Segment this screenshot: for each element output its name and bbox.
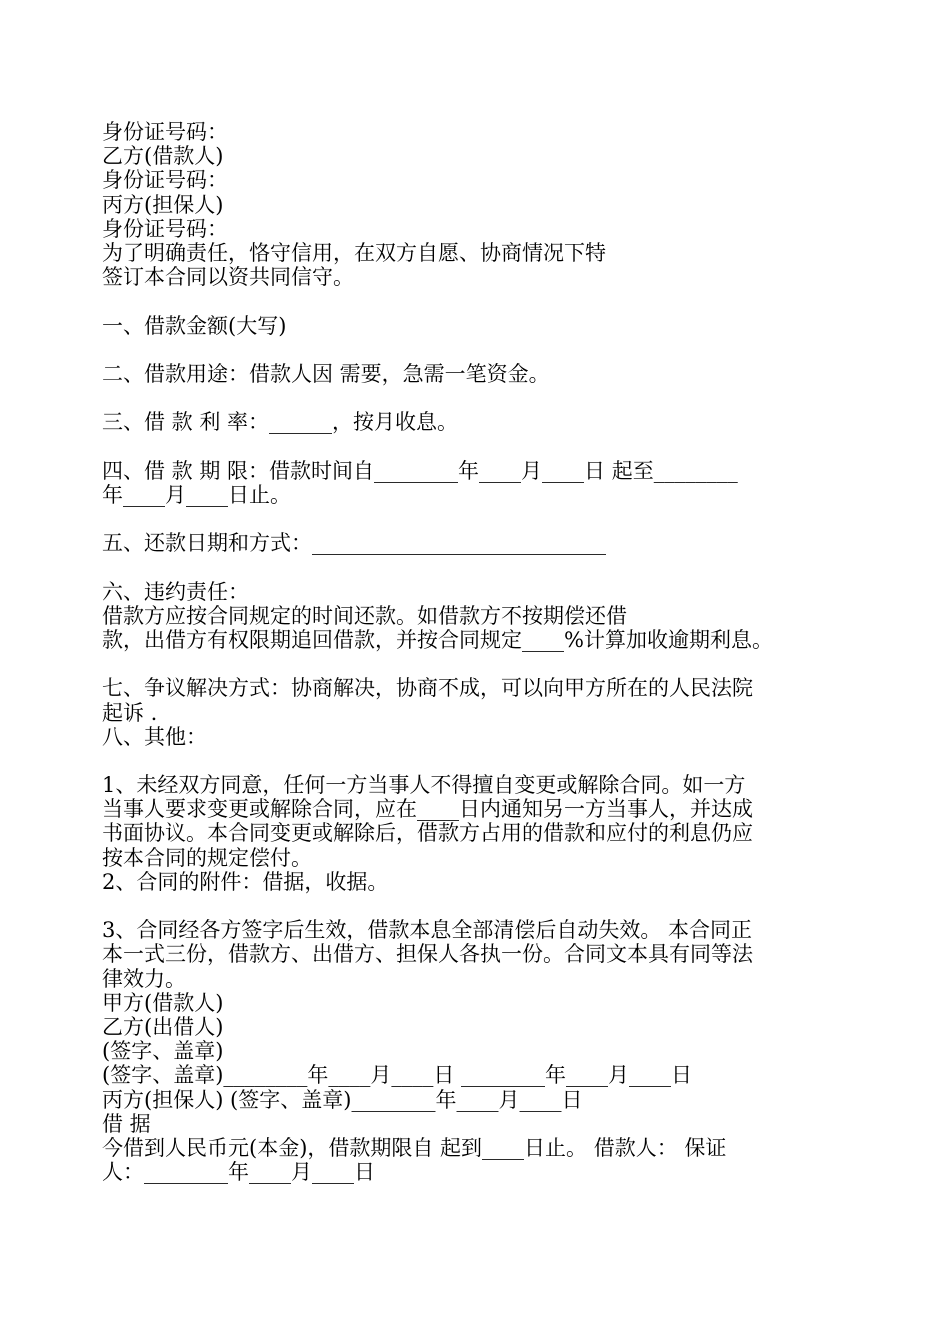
preamble-line: 签订本合同以资共同信守。 <box>102 265 354 290</box>
preamble-line: 为了明确责任，恪守信用，在双方自愿、协商情况下特 <box>102 240 606 265</box>
blank-line <box>102 434 852 458</box>
clause-loan-purpose: 二、借款用途：借款人因 需要，急需一笔资金。 <box>102 361 550 386</box>
contract-document <box>102 120 852 1184</box>
clause-repayment: 五、还款日期和方式：____________________________ <box>102 531 606 556</box>
clause-dispute: 起诉 . <box>102 700 158 725</box>
blank-line <box>102 555 852 579</box>
party-b-borrower: 乙方(借款人) <box>102 144 224 169</box>
other-item-1: 按本合同的规定偿付。 <box>102 845 312 870</box>
other-item-1: 1、未经双方同意，任何一方当事人不得擅自变更或解除合同。如一方 <box>102 773 746 798</box>
blank-line <box>102 894 852 918</box>
id-number-label: 身份证号码： <box>102 216 228 241</box>
iou-text: 今借到人民币元(本金)，借款期限自 起到____日止。 借款人： 保证 <box>102 1135 727 1160</box>
other-item-1: 当事人要求变更或解除合同，应在____日内通知另一方当事人，并达成 <box>102 797 753 822</box>
blank-line <box>102 386 852 410</box>
other-item-3: 本一式三份，借款方、出借方、担保人各执一份。合同文本具有同等法 <box>102 942 753 967</box>
other-item-2: 2、合同的附件：借据，收据。 <box>102 869 389 894</box>
other-item-3: 3、合同经各方签字后生效，借款本息全部清偿后自动失效。 本合同正 <box>102 918 753 943</box>
clause-breach-text: 借款方应按合同规定的时间还款。如借款方不按期偿还借 <box>102 603 627 628</box>
blank-line <box>102 749 852 773</box>
id-number-label: 身份证号码： <box>102 120 228 144</box>
id-number-label: 身份证号码： <box>102 168 228 193</box>
clause-breach-heading: 六、违约责任： <box>102 579 249 604</box>
clause-dispute: 七、争议解决方式：协商解决，协商不成，可以向甲方所在的人民法院 <box>102 676 753 701</box>
clause-other-heading: 八、其他： <box>102 724 207 749</box>
signature-date-line: (签字、盖章)________年____月____日 ________年____月____日 <box>102 1063 693 1088</box>
clause-loan-term-end: 年____月____日止。 <box>102 482 291 507</box>
other-item-3: 律效力。 <box>102 966 186 991</box>
signature-party-c: 丙方(担保人) (签字、盖章)________年____月____日 <box>102 1087 583 1112</box>
signature-party-b: 乙方(出借人) <box>102 1014 224 1039</box>
clause-interest-rate: 三、借 款 利 率：______，按月收息。 <box>102 410 459 435</box>
clause-breach-text: 款，出借方有权限期追回借款，并按合同规定____%计算加收逾期利息。 <box>102 627 773 652</box>
signature-stamp: (签字、盖章) <box>102 1039 224 1064</box>
iou-text: 人：________年____月____日 <box>102 1160 375 1185</box>
party-c-guarantor: 丙方(担保人) <box>102 192 224 217</box>
blank-line <box>102 507 852 531</box>
blank-line <box>102 652 852 676</box>
blank-line <box>102 338 852 362</box>
iou-heading: 借 据 <box>102 1111 151 1136</box>
other-item-1: 书面协议。本合同变更或解除后，借款方占用的借款和应付的利息仍应 <box>102 821 753 846</box>
clause-loan-amount: 一、借款金额(大写) <box>102 313 287 338</box>
clause-loan-term: 四、借 款 期 限：借款时间自________年____月____日 起至________ <box>102 458 738 483</box>
blank-line <box>102 289 852 313</box>
signature-party-a: 甲方(借款人) <box>102 990 224 1015</box>
